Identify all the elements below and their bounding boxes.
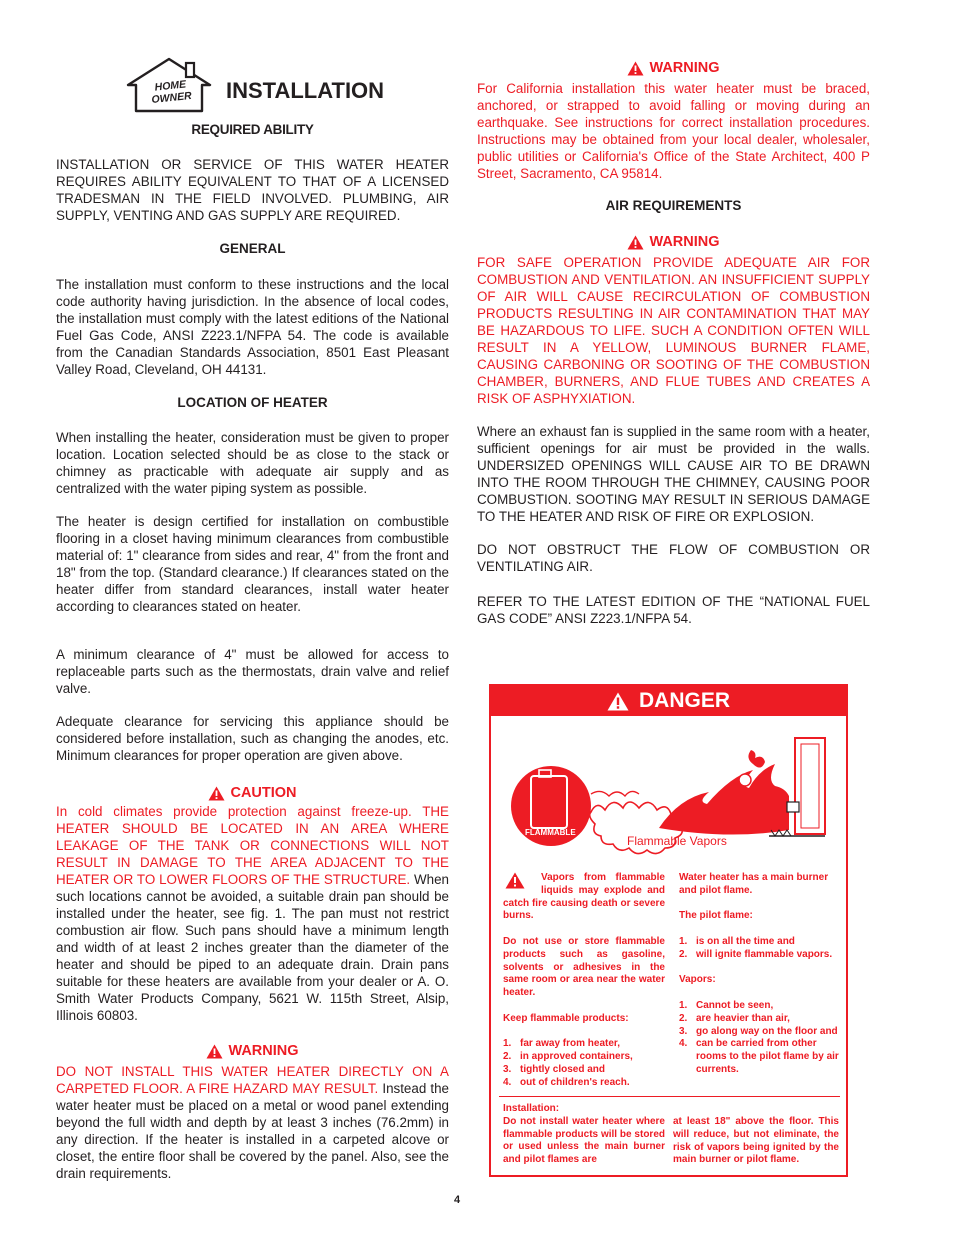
warning-air-label: WARNING bbox=[649, 234, 720, 250]
warning-california-text: For California installation this water heater must be braced, anchored, or strapped to avoid falling or moving during an earthquake. See instructions for correct installation procedures. Instructions may be obtained from your local dealer, wholesaler, public utilities or California's Office of the State Architect, 400 P Street, Sacramento, CA 95814. bbox=[477, 81, 870, 181]
list-item: 2. are heavier than air, bbox=[679, 1012, 790, 1024]
flammable-vapors-label: Flammable Vapors bbox=[627, 834, 727, 848]
warning-california-title bbox=[627, 60, 719, 76]
required-ability-heading: REQUIRED ABILITY bbox=[191, 122, 314, 137]
danger-illustration bbox=[509, 724, 833, 870]
air-p2: DO NOT OBSTRUCT THE FLOW OF COMBUSTION OR VENTILATING AIR. bbox=[477, 542, 870, 574]
page-title: INSTALLATION bbox=[226, 78, 385, 103]
warning-triangle-icon bbox=[607, 692, 629, 711]
location-p4: Adequate clearance for servicing this appliance should be considered before installation, such as changing the anodes, etc. Minimum clearances for proper operation are given above. bbox=[56, 714, 449, 763]
warning-air-text: FOR SAFE OPERATION PROVIDE ADEQUATE AIR FOR COMBUSTION AND VENTILATION. AN INSUFFICIENT SUPPLY OF AIR WILL CAUSE RECIRCULATION OF COMBUSTION PRODUCTS RESULTING IN AIR CONTAMINATION THAT MAY BE HAZARDOUS TO LIFE. SUCH A CONDITION OFTEN WILL RESULT IN A YELLOW, LUMINOUS BURNER FLAME, CAUSING CARBONING OR SOOTING OF THE COMBUSTION CHAMBER, BURNERS, AND FLUE TUBES AND CREATES A RISK OF ASPHYXIATION. bbox=[477, 255, 870, 406]
required-ability-text: INSTALLATION OR SERVICE OF THIS WATER HEATER REQUIRES ABILITY EQUIVALENT TO THAT OF A LICENSED TRADESMAN IN THE FIELD INVOLVED. PLUMBING, AIR SUPPLY, VENTING AND GAS SUPPLY ARE REQUIRED. bbox=[56, 157, 449, 223]
air-p3: REFER TO THE LATEST EDITION OF THE “NATIONAL FUEL GAS CODE” ANSI Z223.1/NFPA 54. bbox=[477, 594, 870, 626]
list-item: 4. out of children's reach. bbox=[503, 1076, 630, 1088]
caution-red-text: In cold climates provide protection against freeze-up. THE HEATER SHOULD BE LOCATED IN AN AREA WHERE LEAKAGE OF THE TANK OR CONNECTIONS WILL NOT RESULT IN DAMAGE TO THE AREA ADJACENT TO THE HEATER OR TO LOWER FLOORS OF THE STRUCTURE. bbox=[56, 804, 449, 887]
caution-body bbox=[56, 803, 449, 1024]
caution-label: CAUTION bbox=[230, 785, 297, 801]
water-heater-icon bbox=[795, 738, 825, 834]
warning-air-title bbox=[627, 234, 719, 250]
installation-right bbox=[673, 1116, 839, 1167]
danger-keep-label: Keep flammable products: bbox=[503, 1012, 629, 1024]
list-item: 3. tightly closed and bbox=[503, 1063, 606, 1075]
warning-california-label: WARNING bbox=[649, 60, 720, 76]
warning-carpet-body bbox=[56, 1063, 449, 1182]
location-heading: LOCATION OF HEATER bbox=[177, 395, 328, 410]
installation-left-text: Do not install water heater where flammable products will be stored or used unless the main burner and pilot flames are bbox=[503, 1115, 665, 1166]
danger-intro: Vapors from flammable liquids may explode and catch fire causing death or severe burns. bbox=[503, 872, 665, 922]
danger-store-text: Do not use or store flammable products such as gasoline, solvents or adhesives in the same room or area near the water heater. bbox=[503, 935, 665, 999]
list-item: 1. is on all the time and bbox=[679, 935, 795, 947]
danger-column-right bbox=[679, 872, 839, 1077]
flammable-vapors-illustration bbox=[509, 724, 833, 870]
location-p2: The heater is design certified for installation on combustible flooring in a closet having minimum clearances from combustible material of: 1" clearance from sides and rear, 4" from the front and 18" from the top. (Standard clearance.) If clearances stated on the heater differ from standard clearances, install water heater according to clearances stated on heater. bbox=[56, 514, 449, 614]
warning-triangle-icon bbox=[206, 1044, 223, 1059]
flammable-label: FLAMMABLE bbox=[525, 828, 576, 837]
warning-carpet-title bbox=[206, 1043, 298, 1059]
logo-line-1: HOME bbox=[154, 78, 187, 94]
warning-triangle-icon bbox=[505, 872, 525, 889]
danger-pilot-label: The pilot flame: bbox=[679, 910, 753, 922]
list-item: 1. Cannot be seen, bbox=[679, 999, 774, 1011]
danger-burner-text: Water heater has a main burner and pilot flame. bbox=[679, 872, 829, 896]
danger-header bbox=[491, 686, 846, 716]
page-number: 4 bbox=[454, 1194, 461, 1206]
list-item: 1. far away from heater, bbox=[503, 1038, 621, 1050]
air-p1: Where an exhaust fan is supplied in the same room with a heater, sufficient openings for air must be provided in the walls. UNDERSIZED OPENINGS WILL CAUSE AIR TO BE DRAWN INTO THE ROOM THROUGH THE CHIMNEY, CAUSING POOR COMBUSTION. SOOTING MAY RESULT IN SERIOUS DAMAGE TO THE HEATER AND RISK OF FIRE OR EXPLOSION. bbox=[477, 424, 870, 524]
logo-line-2: OWNER bbox=[150, 89, 193, 107]
list-item: 2. will ignite flammable vapors. bbox=[679, 948, 833, 960]
caution-title bbox=[208, 785, 296, 801]
warning-carpet-label: WARNING bbox=[228, 1043, 299, 1059]
warning-triangle-icon bbox=[627, 61, 644, 76]
person-figure bbox=[739, 774, 751, 786]
danger-vapors-label: Vapors: bbox=[679, 974, 716, 986]
list-item: 4. can be carried from other rooms to the pilot flame by air currents. bbox=[679, 1038, 839, 1075]
flame-shape bbox=[659, 764, 789, 835]
list-item: 3. go along way on the floor and bbox=[679, 1025, 838, 1037]
general-heading: GENERAL bbox=[219, 241, 286, 256]
location-p1: When installing the heater, consideration must be given to proper location. Location selected should be as close to the stack or chimney as practicable with adequate air supply and as centralized with the water piping system as possible. bbox=[56, 430, 449, 496]
installation-divider bbox=[499, 1096, 840, 1097]
list-item: 2. in approved containers, bbox=[503, 1051, 633, 1063]
installation-right-text: at least 18" above the floor. This will reduce, but not eliminate, the risk of vapors being ignited by the main burner or pilot flame. bbox=[673, 1116, 839, 1166]
warning-carpet-red-text: DO NOT INSTALL THIS WATER HEATER DIRECTLY ON A CARPETED FLOOR. A FIRE HAZARD MAY RESULT. bbox=[56, 1064, 449, 1096]
warning-triangle-icon bbox=[208, 786, 225, 801]
home-owner-logo bbox=[122, 55, 216, 117]
warning-triangle-icon bbox=[627, 235, 644, 250]
danger-title: DANGER bbox=[638, 689, 730, 712]
warning-carpet-text: Instead the water heater must be placed on a metal or wood panel extending beyond the full width and depth by at least 3 inches (76.2mm) in any direction. If the heater is installed in a carpeted alcove or closet, the entire floor shall be covered by the panel. Also, see the drain requirements. bbox=[56, 1081, 449, 1181]
installation-left bbox=[503, 1103, 665, 1167]
danger-column-left bbox=[503, 872, 665, 1090]
caution-text: When such locations cannot be avoided, a suitable drain pan should be installed under the heater, see fig. 1. The pan must not restrict combustion air flow. Such pans should have a minimum length and width of at least 2 inches greater than the diameter of the heater and should be piped to an adequate drain. Drain pans suitable for these heaters are available from your dealer or A. O. Smith Water Products Company, 5621 W. 115th Street, Alsip, Illinois 60803. bbox=[56, 872, 449, 1023]
location-p3: A minimum clearance of 4" must be allowed for access to replaceable parts such as the thermostats, drain valve and relief valve. bbox=[56, 647, 449, 696]
installation-label: Installation: bbox=[503, 1103, 560, 1114]
air-requirements-heading: AIR REQUIREMENTS bbox=[605, 198, 742, 213]
danger-label bbox=[489, 684, 848, 1177]
general-text: The installation must conform to these instructions and the local code authority having jurisdiction. In the absence of local codes, the installation must comply with the latest editions of the National Fuel Gas Code, ANSI Z223.1/NFPA 54. The code is available from the Canadian Standards Association, 8501 East Pleasant Valley Road, Cleveland, OH 44131. bbox=[56, 277, 449, 377]
